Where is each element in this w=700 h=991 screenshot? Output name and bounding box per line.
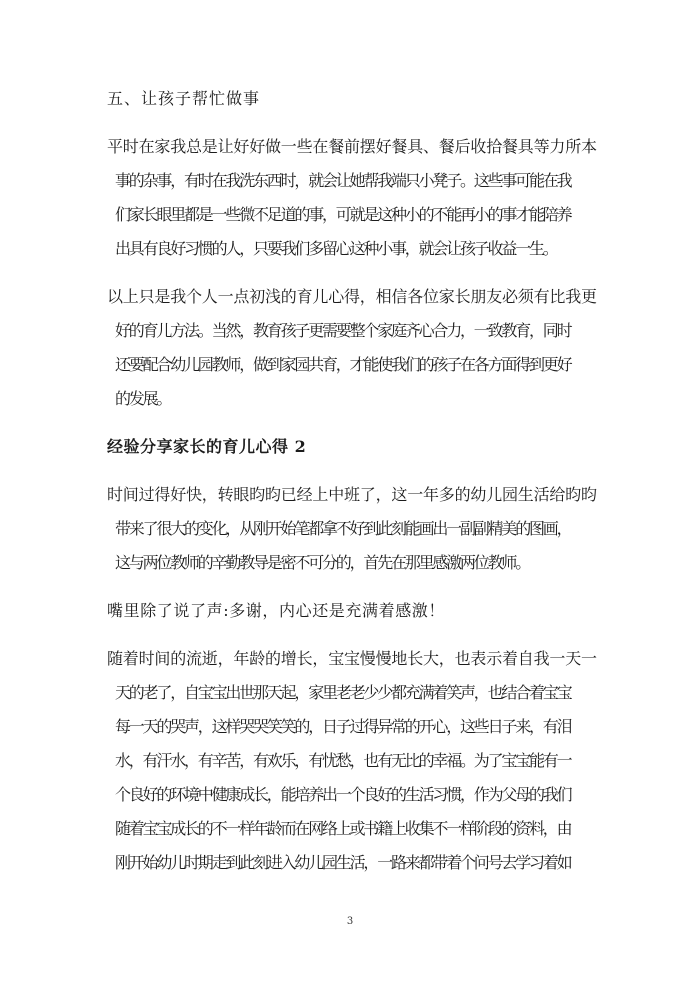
text-line: 以上只是我个人一点初浅的育儿心得，相信各位家长朋友必须有比我更 [107, 287, 597, 306]
section-title: 经验分享家长的育儿心得 2 [107, 437, 307, 456]
text-line: 个良好的环境中健康成长，能培养出一个良好的生活习惯，作为父母的我们 [115, 785, 571, 804]
paragraph-5 [107, 642, 599, 880]
page-number: 3 [346, 916, 354, 927]
section-heading: 五、让孩子帮忙做事 [107, 89, 261, 108]
paragraph-1 [107, 130, 599, 266]
text-line: 出具有良好习惯的人，只要我们多留心这种小事，就会让孩子收益一生。 [115, 239, 557, 258]
paragraph-3 [107, 478, 599, 580]
paragraph-4 [107, 594, 599, 628]
text-line: 平时在家我总是让好好做一些在餐前摆好餐具、餐后收拾餐具等力所本 [107, 137, 597, 156]
text-line: 的发展。 [115, 389, 171, 408]
text-line: 刚开始幼儿时期走到此刻进入幼儿园生活，一路来都带着个问号去学习着如 [115, 853, 571, 872]
document-body [107, 88, 599, 894]
text-line: 嘴里除了说了声:多谢，内心还是充满着感激！ [107, 601, 445, 620]
text-line: 还要配合幼儿园教师，做到家园共育，才能使我们的孩子在各方面得到更好 [115, 355, 571, 374]
text-line: 好的育儿方法。当然，教育孩子更需要整个家庭齐心合力，一致教育，同时 [115, 321, 571, 340]
text-line: 天的老了，自宝宝出世那天起，家里老老少少都充满着笑声，也结合着宝宝 [115, 683, 571, 702]
text-line: 每一天的哭声，这样哭哭笑笑的，日子过得异常的开心，这些日子来，有泪 [115, 717, 571, 736]
text-line: 事的杂事，有时在我洗东西时，就会让她帮我端只小凳子。这些事可能在我 [115, 171, 571, 190]
text-line: 随着时间的流逝，年龄的增长，宝宝慢慢地长大，也表示着自我一天一 [107, 649, 597, 668]
text-line: 这与两位教师的辛勤教导是密不可分的，首先在那里感激两位教师。 [115, 553, 530, 572]
paragraph-2 [107, 280, 599, 416]
text-line: 们家长眼里都是一些微不足道的事，可就是这种小的不能再小的事才能陪养 [115, 205, 571, 224]
text-line: 时间过得好快，转眼昀昀已经上中班了，这一年多的幼儿园生活给昀昀 [107, 485, 597, 504]
text-line: 带来了很大的变化，从刚开始笔都拿不好到此刻能画出一副副精美的图画， [115, 519, 571, 538]
text-line: 水，有汗水，有辛苦，有欢乐，有忧愁，也有无比的幸福。为了宝宝能有一 [115, 751, 571, 770]
text-line: 随着宝宝成长的不一样年龄而在网络上或书籍上收集不一样阶段的资料，由 [115, 819, 571, 838]
